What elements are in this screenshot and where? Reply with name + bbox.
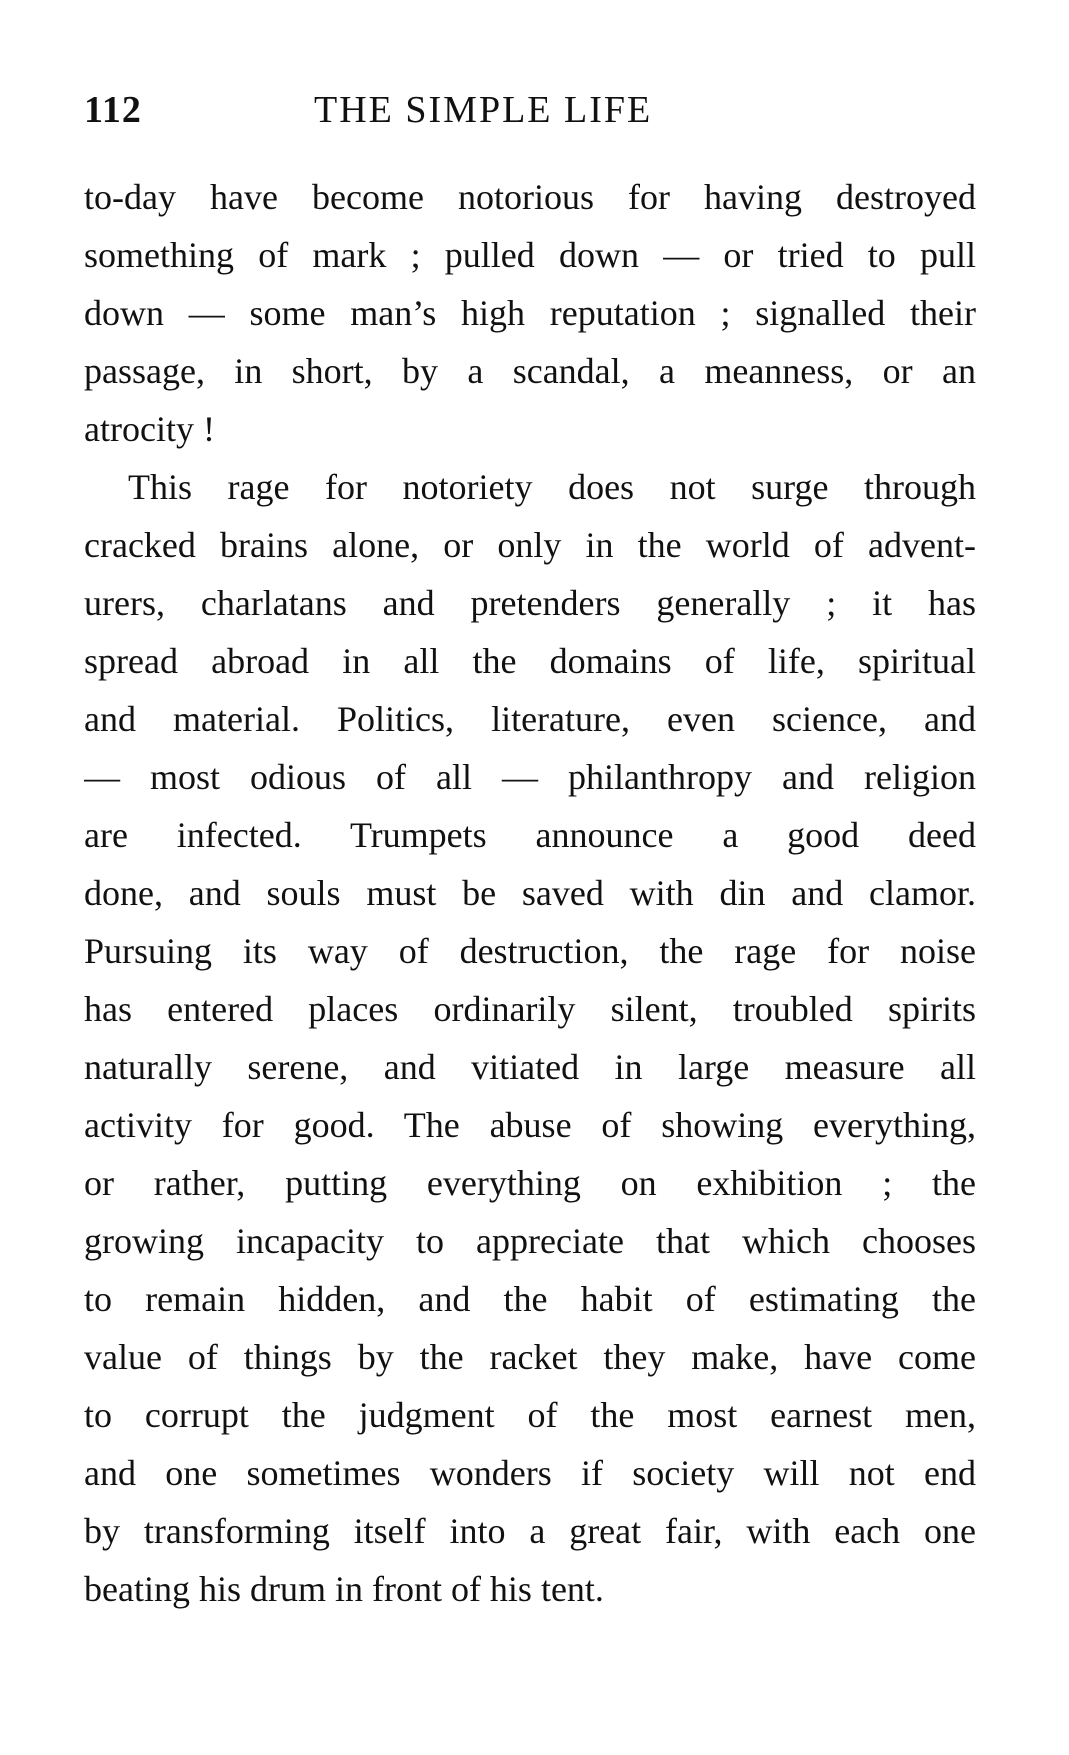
text-line: to corrupt the judgment of the most earnest men, (84, 1395, 976, 1435)
text-line: passage, in short, by a scandal, a meanness, or an (84, 351, 976, 391)
paragraph-2 (84, 458, 976, 1618)
text-line: to remain hidden, and the habit of estimating the (84, 1279, 976, 1319)
text-line: down — some man’s high reputation ; signalled their (84, 293, 976, 333)
text-line: growing incapacity to appreciate that which chooses (84, 1221, 976, 1261)
text-line: and one sometimes wonders if society will not end (84, 1453, 976, 1493)
text-line: has entered places ordinarily silent, troubled spirits (84, 989, 976, 1029)
text-line: are infected. Trumpets announce a good deed (84, 815, 976, 855)
text-line: activity for good. The abuse of showing everything, (84, 1105, 976, 1145)
text-line: urers, charlatans and pretenders generally ; it has (84, 583, 976, 623)
page-number: 112 (84, 89, 142, 131)
text-line: value of things by the racket they make, have come (84, 1337, 976, 1377)
text-line: This rage for notoriety does not surge through (128, 467, 976, 507)
page-header (84, 88, 974, 148)
text-line: cracked brains alone, or only in the world of advent- (84, 525, 976, 565)
running-title: THE SIMPLE LIFE (314, 89, 653, 131)
text-line: something of mark ; pulled down — or tried to pull (84, 235, 976, 275)
text-line: spread abroad in all the domains of life, spiritual (84, 641, 976, 681)
text-line: Pursuing its way of destruction, the rage for noise (84, 931, 976, 971)
text-line: beating his drum in front of his tent. (84, 1569, 604, 1609)
text-line: done, and souls must be saved with din and clamor. (84, 873, 976, 913)
text-line: and material. Politics, literature, even science, and (84, 699, 976, 739)
text-line: atrocity ! (84, 409, 215, 449)
text-line: naturally serene, and vitiated in large measure all (84, 1047, 976, 1087)
paragraph-1 (84, 168, 976, 458)
text-line: by transforming itself into a great fair, with each one (84, 1511, 976, 1551)
body-text (84, 168, 976, 1618)
text-line: or rather, putting everything on exhibition ; the (84, 1163, 976, 1203)
text-line: to-day have become notorious for having destroyed (84, 177, 976, 217)
text-line: — most odious of all — philanthropy and religion (84, 757, 976, 797)
